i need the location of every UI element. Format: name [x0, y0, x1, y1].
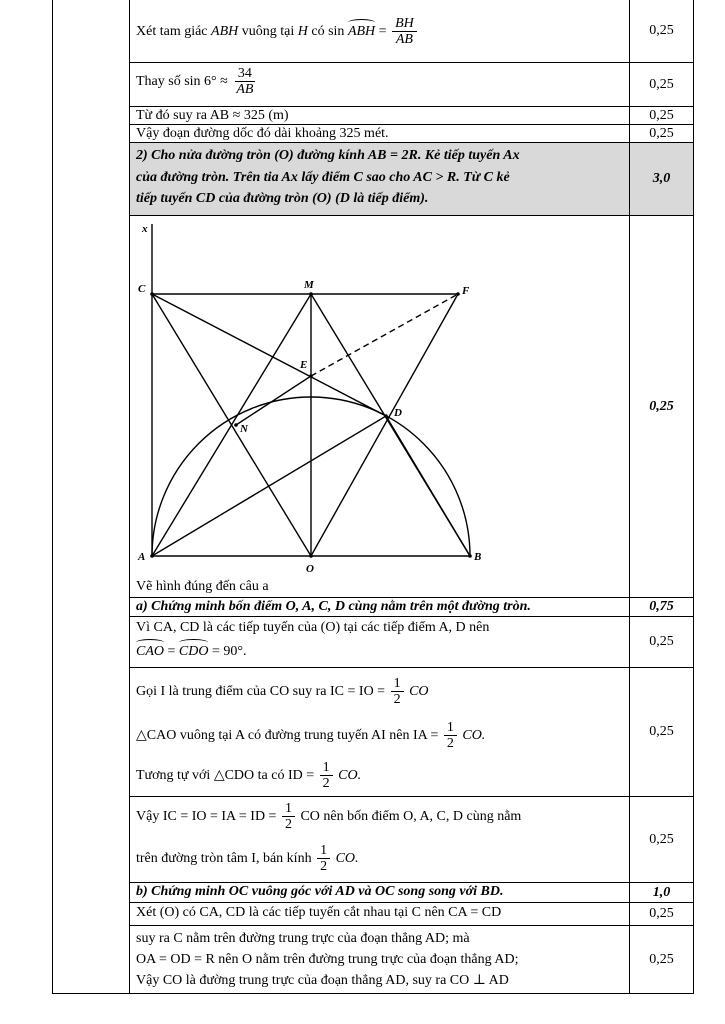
row-problem-2: [130, 143, 693, 216]
text: 2) Cho nửa đường tròn (O) đường kính AB = 2R. Kẻ tiếp tuyến Ax: [136, 148, 520, 163]
score-value: 0,25: [649, 125, 674, 141]
label-m: M: [304, 279, 314, 291]
row-midpoint: [130, 668, 693, 797]
label-c: C: [138, 283, 146, 295]
text: sin 6° ≈: [184, 74, 228, 90]
text: CO: [409, 684, 429, 700]
text: có: [311, 24, 325, 40]
text: = 90°.: [211, 644, 247, 660]
row-sin-abh: [130, 0, 693, 63]
angle-symbol: ABH: [348, 23, 375, 41]
text: Tương tự với △CDO ta có ID =: [136, 768, 315, 784]
label-n: N: [240, 423, 248, 435]
text: =: [378, 24, 387, 40]
score-value: 1,0: [652, 884, 671, 900]
row-tangents-intersect: [130, 903, 693, 926]
text: sin: [328, 24, 345, 40]
label-x: x: [142, 223, 148, 235]
text: OA = OD = R nên O nằm trên đường trung trực của đoạn thẳng AD;: [136, 952, 519, 967]
row-content: Gọi I là trung điểm của CO suy ra IC = IO = $\frac{1}{2}$ CO △CAO vuông tại A có đường trung tuyến AI nên IA = $\frac{1}{2}$ CO. Tương tự với △CDO ta có ID = $\frac{1}{2}$ CO.: [130, 668, 630, 796]
text: Từ đó suy ra AB ≈ 325 (m): [130, 107, 630, 124]
text: Vậy CO là đường trung trực của đoạn thẳng AD, suy ra CO ⊥ AD: [136, 973, 509, 988]
score-value: 0,25: [649, 76, 674, 92]
label-b: B: [474, 551, 482, 563]
text: tiếp tuyến CD của đường tròn (O) (D là tiếp điểm).: [136, 191, 429, 207]
dashed-ef: [311, 294, 458, 376]
row-content: [130, 617, 630, 667]
problem-statement: [130, 143, 630, 215]
score-value: 0,25: [649, 831, 674, 847]
fraction: $\frac{BH}{AB}$: [392, 16, 417, 48]
figure-cell: [130, 216, 630, 597]
score-value: 0,25: [649, 23, 674, 38]
segment-mb: [311, 294, 470, 556]
score-value: 3,0: [652, 171, 671, 186]
row-content: Vậy IC = IO = IA = ID = $\frac{1}{2}$ CO nên bốn điểm O, A, C, D cùng nằm trên đường tròn tâm I, bán kính $\frac{1}{2}$ CO.: [130, 797, 630, 882]
text: H: [297, 24, 308, 40]
row-conclude-ab: [130, 107, 693, 125]
row-part-b: [130, 883, 693, 903]
question-column: [53, 0, 130, 993]
text: trên đường tròn tâm I, bán kính: [136, 851, 312, 867]
row-perpendicular-bisector: [130, 926, 693, 993]
fraction: $\frac{34}{AB}$: [236, 66, 254, 98]
score-value: 0,75: [649, 599, 674, 614]
row-part-a: [130, 598, 693, 617]
row-figure: [130, 216, 693, 598]
text: Vì CA, CD là các tiếp tuyến của (O) tại các tiếp điểm A, D nên: [136, 620, 490, 635]
text: CO.: [335, 851, 359, 867]
segment-ne: [236, 376, 311, 425]
text: của đường tròn. Trên tia Ax lấy điểm C sao cho AC > R. Từ C kẻ: [136, 169, 510, 185]
text: Gọi I là trung điểm của CO suy ra IC = IO =: [136, 684, 386, 700]
angle-symbol: CDO: [179, 643, 209, 661]
text: CO.: [338, 768, 362, 784]
text: suy ra C nằm trên đường trung trực của đoạn thẳng AD; mà: [136, 931, 470, 946]
solution-table: [52, 0, 694, 994]
row-content: [130, 926, 630, 993]
segment-fo: [311, 294, 458, 556]
text: Xét tam giác: [136, 24, 208, 40]
text: vuông tại: [241, 24, 295, 40]
text: Vậy IC = IO = IA = ID =: [136, 809, 277, 825]
score-value: 0,25: [649, 724, 674, 739]
text: =: [167, 644, 176, 660]
text: ABH: [211, 24, 239, 40]
row-content: [130, 0, 630, 62]
score-value: 0,25: [649, 906, 674, 921]
text: b) Chứng minh OC vuông góc với AD và OC song song với BD.: [130, 883, 630, 902]
segment-cd: [152, 294, 386, 416]
row-tangents: [130, 617, 693, 668]
figure-caption: Vẽ hình đúng đến câu a: [136, 579, 269, 594]
score-value: 0,25: [649, 634, 674, 649]
angle-symbol: CAO: [136, 643, 164, 661]
label-o: O: [306, 563, 314, 575]
text: CO.: [462, 728, 486, 744]
text: △CAO vuông tại A có đường trung tuyến AI nên IA =: [136, 728, 439, 744]
text: Vậy đoạn đường dốc đó dài khoảng 325 mét.: [130, 125, 630, 142]
text: a) Chứng minh bốn điểm O, A, C, D cùng nằm trên một đường tròn.: [130, 598, 630, 616]
row-circle-conclusion: [130, 797, 693, 883]
label-d: D: [394, 407, 402, 419]
text: Thay số: [136, 74, 181, 90]
score-value: 0,25: [649, 398, 674, 414]
row-substitute: [130, 63, 693, 107]
score-value: 0,25: [649, 951, 674, 967]
score-value: 0,25: [649, 107, 674, 123]
label-a: A: [138, 551, 146, 563]
label-e: E: [300, 359, 308, 371]
row-answer: [130, 125, 693, 143]
row-content: [130, 63, 630, 106]
text: CO nên bốn điểm O, A, C, D cùng nằm: [300, 809, 522, 825]
text: Xét (O) có CA, CD là các tiếp tuyến cắt nhau tại C nên CA = CD: [130, 903, 630, 925]
geometry-figure: [130, 216, 628, 598]
label-f: F: [462, 285, 470, 297]
